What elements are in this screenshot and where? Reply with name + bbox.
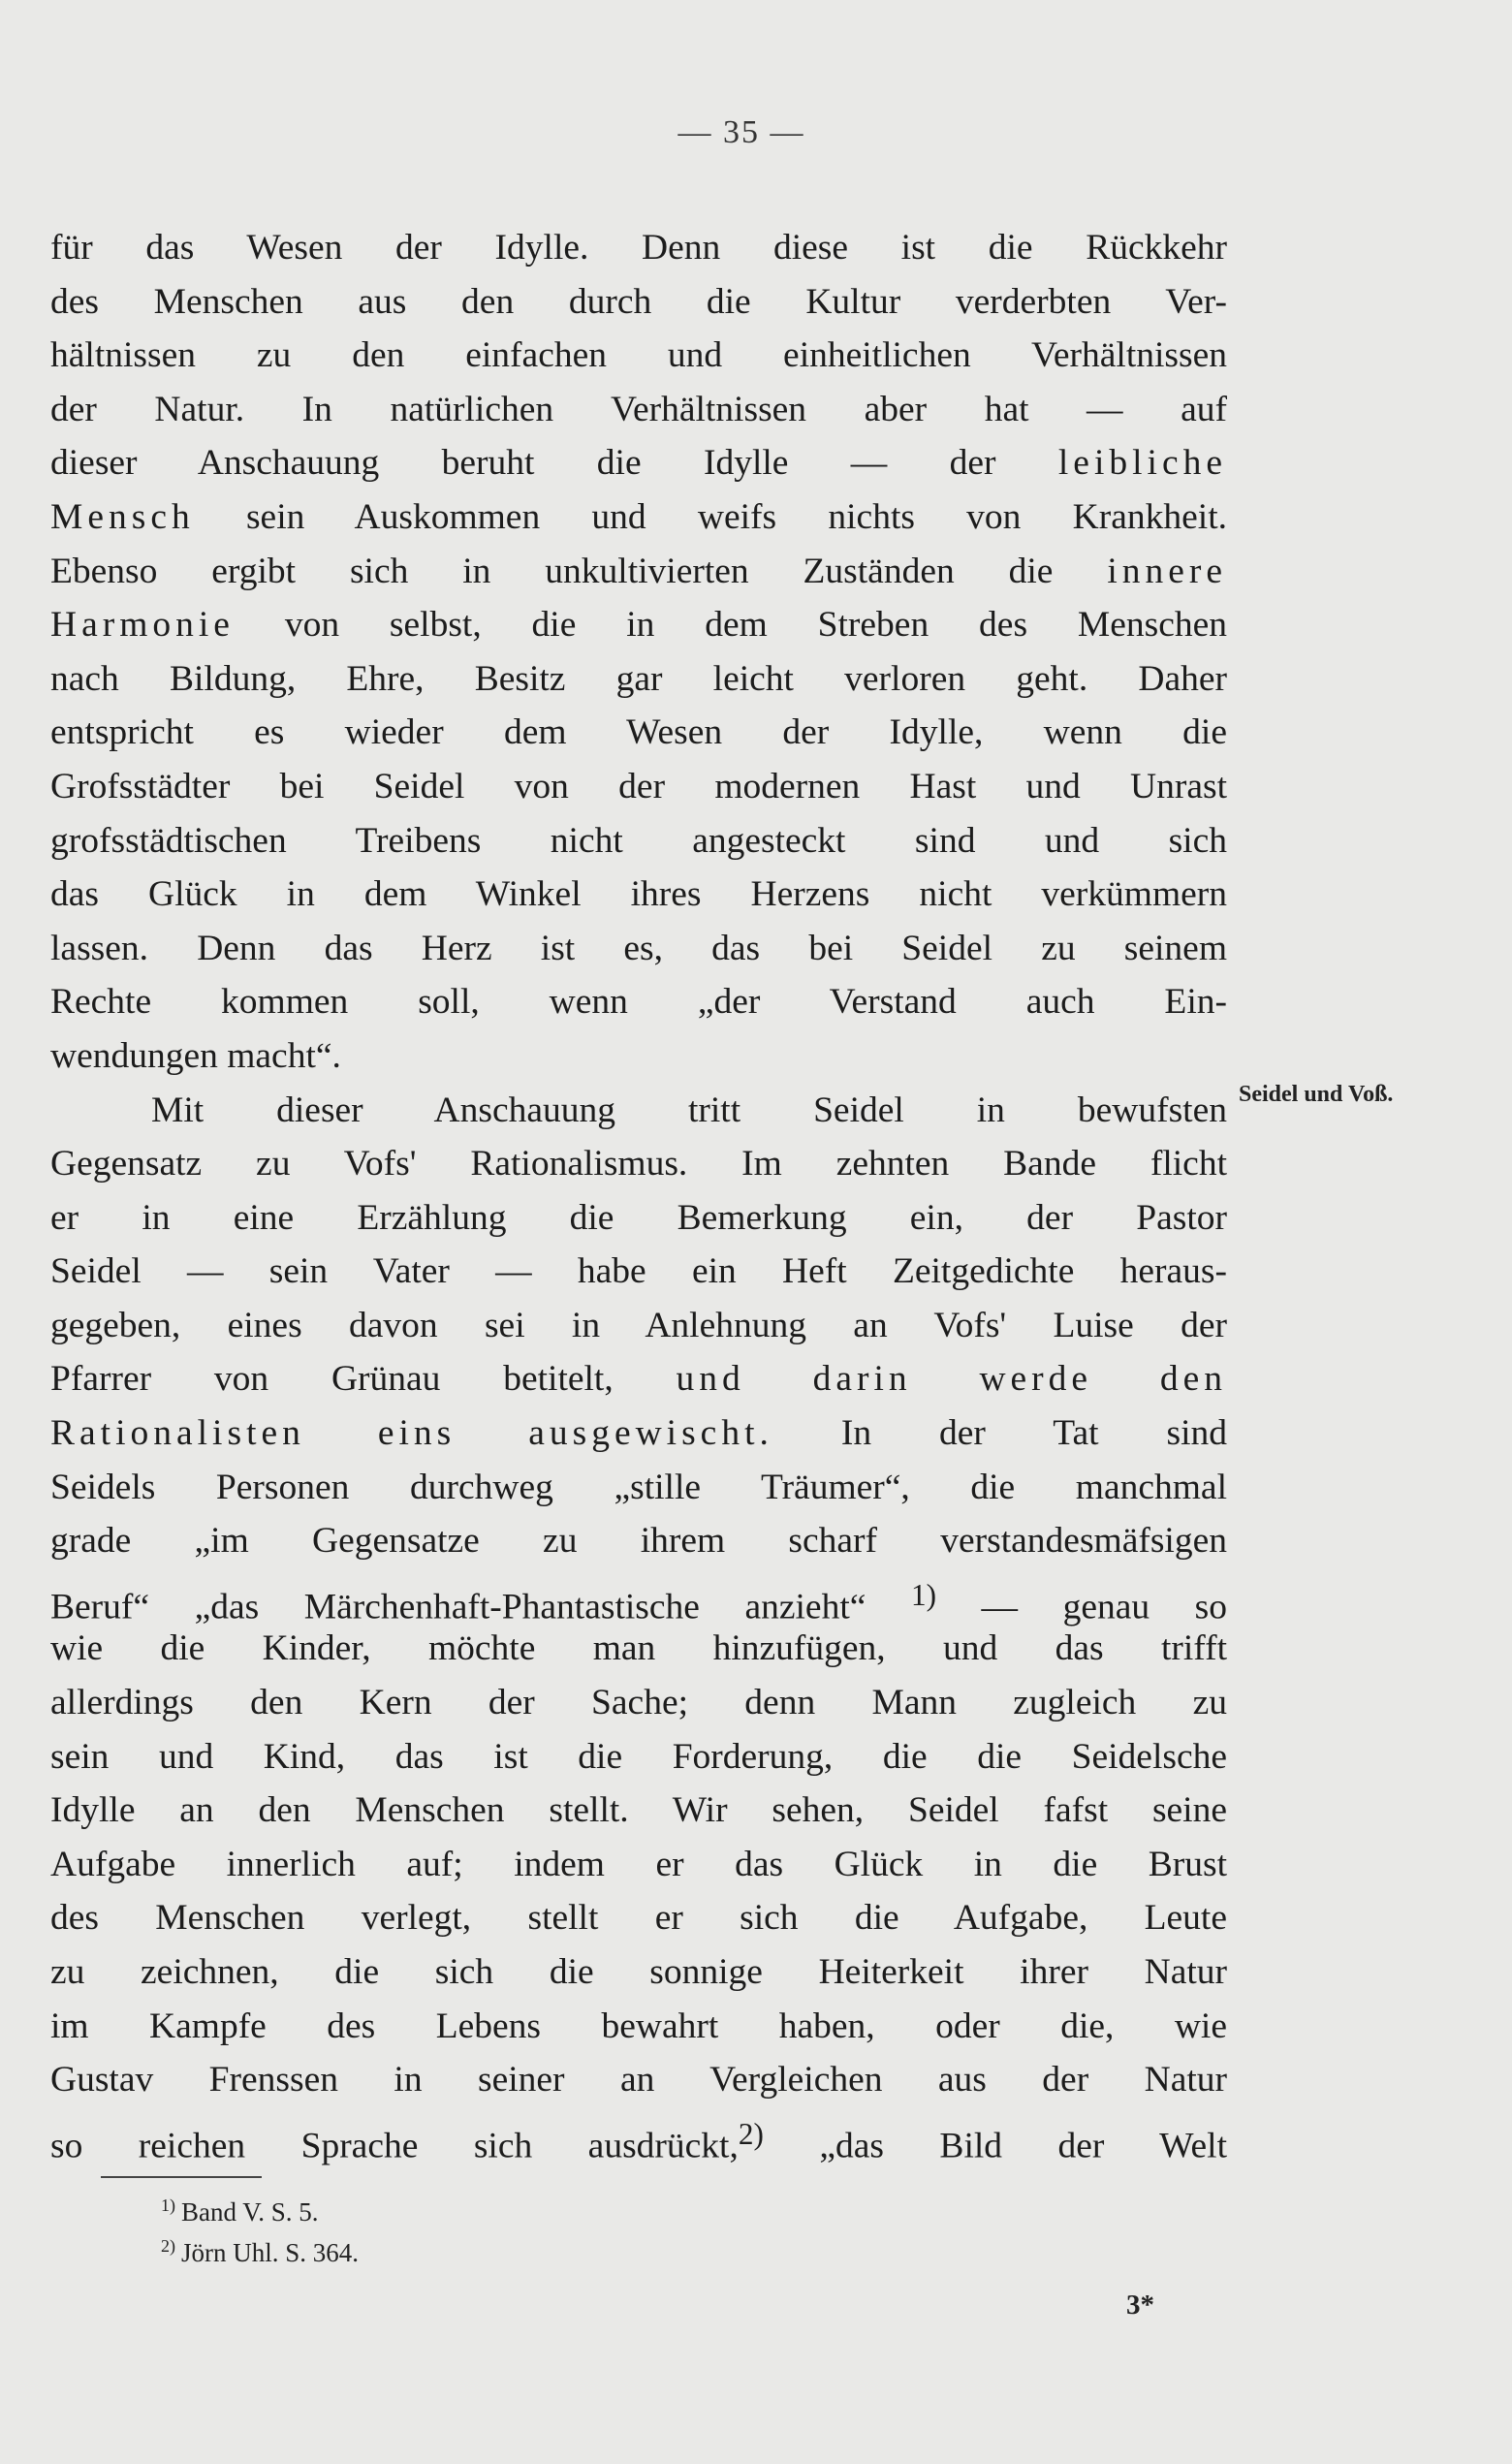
text-segment: „das Bild der Welt <box>819 2126 1228 2166</box>
text-line: des Menschen aus den durch die Kultur verderbten Ver- <box>50 281 1227 322</box>
emphasis-harmonie: Harmonie <box>50 605 235 646</box>
text-segment: In der Tat sind <box>840 1413 1228 1454</box>
text-line: Idylle an den Menschen stellt. Wir sehen, Seidel fafst seine <box>50 1790 1227 1831</box>
text-line: hältnissen zu den einfachen und einheitlichen Verhältnissen <box>50 335 1227 376</box>
emphasis-rationalisten: Rationalisten eins ausgewischt. <box>50 1413 773 1454</box>
text-line <box>50 1568 1227 1627</box>
text-segment: so reichen Sprache sich ausdrückt, <box>50 2126 739 2166</box>
footnote-ref-2[interactable]: 2) <box>738 2116 764 2151</box>
text-line: Mit dieser Anschauung tritt Seidel in bewufsten <box>151 1090 1227 1130</box>
text-line: Grofsstädter bei Seidel von der modernen Hast und Unrast <box>50 766 1227 806</box>
footnote-divider <box>101 2176 262 2178</box>
text-line: entspricht es wieder dem Wesen der Idylle, wenn die <box>50 712 1227 753</box>
text-line <box>50 1406 1227 1461</box>
text-line: Seidel — sein Vater — habe ein Heft Zeitgedichte heraus- <box>50 1251 1227 1292</box>
text-segment: — genau so <box>981 1587 1227 1627</box>
text-line: sein und Kind, das ist die Forderung, die die Seidelsche <box>50 1736 1227 1777</box>
text-line <box>50 545 1227 599</box>
text-segment: dieser Anschauung beruht die Idylle — der <box>50 443 996 484</box>
footnote-ref-1[interactable]: 1) <box>910 1577 936 1612</box>
text-line: allerdings den Kern der Sache; denn Mann zugleich zu <box>50 1683 1227 1723</box>
text-line: Aufgabe innerlich auf; indem er das Glück in die Brust <box>50 1844 1227 1884</box>
text-line: das Glück in dem Winkel ihres Herzens nicht verkümmern <box>50 874 1227 915</box>
text-line: der Natur. In natürlichen Verhältnissen aber hat — auf <box>50 389 1227 429</box>
footnote <box>161 2226 359 2266</box>
text-segment: von selbst, die in dem Streben des Menschen <box>284 605 1228 646</box>
text-segment: Pfarrer von Grünau betitelt, <box>50 1359 614 1400</box>
text-line: für das Wesen der Idylle. Denn diese ist die Rückkehr <box>50 228 1227 268</box>
text-line: nach Bildung, Ehre, Besitz gar leicht verloren geht. Daher <box>50 658 1227 699</box>
sheet-signature: 3* <box>1126 2290 1154 2321</box>
text-line: er in eine Erzählung die Bemerkung ein, der Pastor <box>50 1197 1227 1238</box>
text-line: grade „im Gegensatze zu ihrem scharf verstandesmäfsigen <box>50 1521 1227 1562</box>
emphasis-leibliche: leibliche <box>1057 443 1227 484</box>
text-line: Gustav Frenssen in seiner an Vergleichen aus der Natur <box>50 2060 1227 2101</box>
text-line: wie die Kinder, möchte man hinzufügen, und das trifft <box>50 1628 1227 1669</box>
text-line <box>50 436 1227 490</box>
text-line: im Kampfe des Lebens bewahrt haben, oder die, wie <box>50 2006 1227 2046</box>
emphasis-mensch: Mensch <box>50 496 195 537</box>
text-segment: sein Auskommen und weifs nichts von Krankheit. <box>245 496 1227 537</box>
footnote-mark: 1) <box>161 2195 175 2215</box>
text-line: Seidels Personen durchweg „stille Träumer“, die manchmal <box>50 1467 1227 1507</box>
text-line: lassen. Denn das Herz ist es, das bei Seidel zu seinem <box>50 928 1227 968</box>
text-segment: Beruf“ „das Märchenhaft-Phantastische anzieht“ <box>50 1587 866 1627</box>
text-line: gegeben, eines davon sei in Anlehnung an Vofs' Luise der <box>50 1305 1227 1345</box>
emphasis-und-darin: und darin werde den <box>676 1359 1228 1400</box>
text-line: Rechte kommen soll, wenn „der Verstand auch Ein- <box>50 982 1227 1023</box>
text-line: wendungen macht“. <box>50 1035 341 1076</box>
text-line: grofsstädtischen Treibens nicht angesteckt sind und sich <box>50 820 1227 861</box>
footnotes <box>161 2185 359 2266</box>
footnote-text: Band V. S. 5. <box>181 2197 319 2227</box>
footnote <box>161 2185 359 2226</box>
text-line <box>50 490 1227 545</box>
margin-note: Seidel und Voß. <box>1239 1082 1394 1107</box>
text-line <box>50 2107 1228 2166</box>
text-line: zu zeichnen, die sich die sonnige Heiterkeit ihrer Natur <box>50 1952 1227 1992</box>
text-line: des Menschen verlegt, stellt er sich die Aufgabe, Leute <box>50 1898 1227 1939</box>
emphasis-innere: innere <box>1107 551 1228 591</box>
footnote-mark: 2) <box>161 2236 175 2256</box>
text-line <box>50 1352 1227 1406</box>
footnote-text: Jörn Uhl. S. 364. <box>181 2238 360 2267</box>
text-line <box>50 598 1227 652</box>
page-number: — 35 — <box>677 114 805 150</box>
text-line: Gegensatz zu Vofs' Rationalismus. Im zehnten Bande flicht <box>50 1144 1227 1185</box>
text-segment: Ebenso ergibt sich in unkultivierten Zuständen die <box>50 551 1054 591</box>
body-text <box>50 221 1228 2166</box>
